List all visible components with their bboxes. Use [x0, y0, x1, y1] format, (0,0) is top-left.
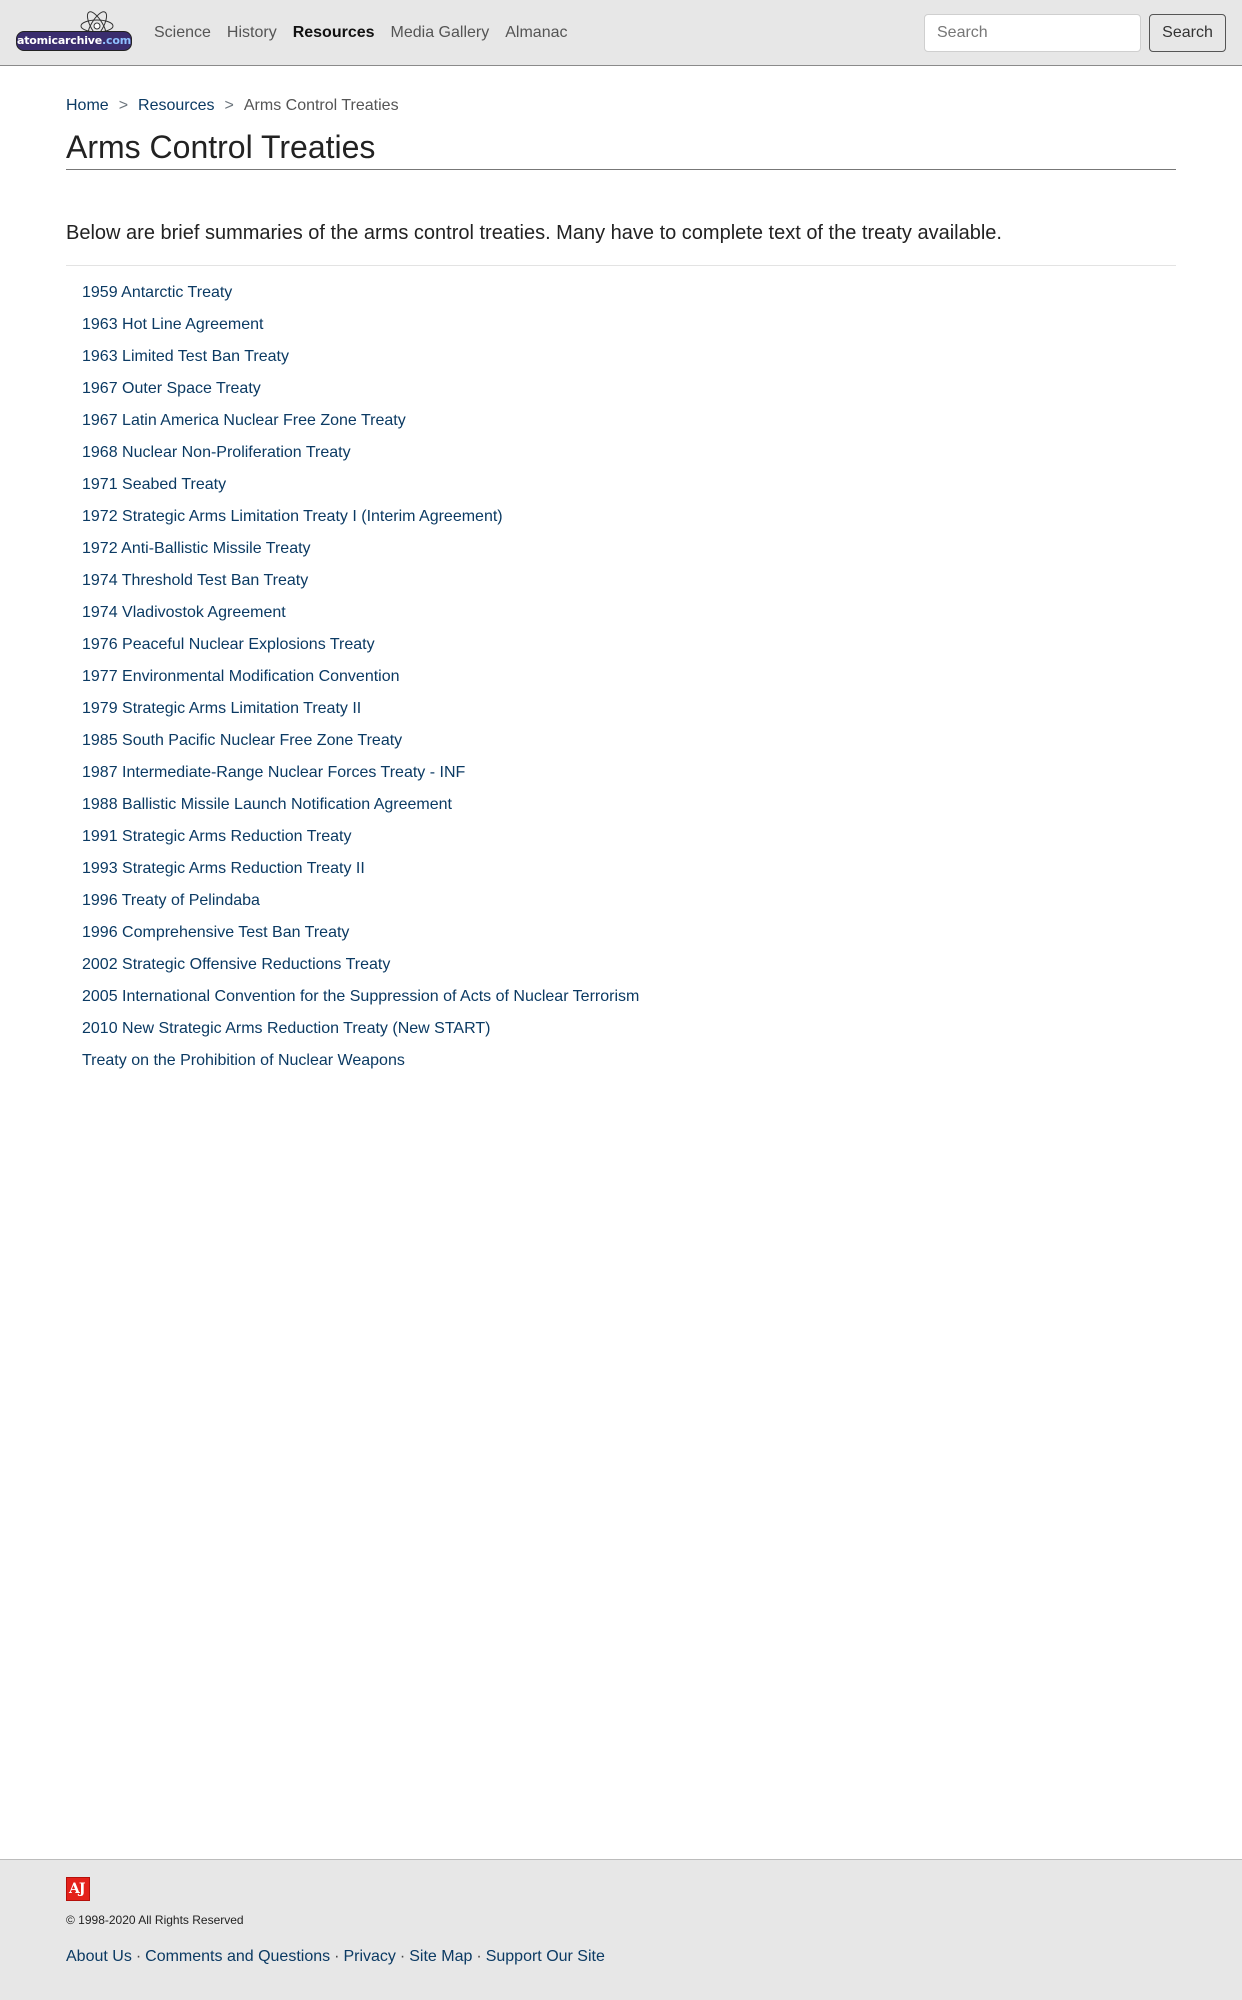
- site-logo[interactable]: [16, 11, 134, 55]
- list-item: [82, 1019, 1176, 1051]
- nav-science[interactable]: Science: [154, 23, 211, 41]
- search-button[interactable]: Search: [1149, 14, 1226, 52]
- footer-links: [66, 1947, 605, 1967]
- brand-name: atomicarchive: [17, 33, 103, 47]
- nav-media-gallery[interactable]: Media Gallery: [390, 23, 490, 41]
- treaty-link[interactable]: 1972 Strategic Arms Limitation Treaty I (Interim Agreement): [82, 508, 503, 525]
- treaty-link[interactable]: 2010 New Strategic Arms Reduction Treaty (New START): [82, 1020, 491, 1037]
- treaty-link[interactable]: 1985 South Pacific Nuclear Free Zone Treaty: [82, 732, 403, 749]
- search-form: [924, 14, 1226, 52]
- divider: [66, 265, 1176, 266]
- list-item: [82, 763, 1176, 795]
- list-item: [82, 475, 1176, 507]
- list-item: [82, 667, 1176, 699]
- treaty-link[interactable]: 1993 Strategic Arms Reduction Treaty II: [82, 860, 365, 877]
- list-item: [82, 379, 1176, 411]
- treaty-link[interactable]: 1959 Antarctic Treaty: [82, 284, 233, 301]
- treaty-link[interactable]: 1967 Latin America Nuclear Free Zone Treaty: [82, 412, 406, 429]
- page-title: Arms Control Treaties: [66, 127, 1176, 170]
- list-item: [82, 795, 1176, 827]
- treaty-link[interactable]: 1972 Anti-Ballistic Missile Treaty: [82, 540, 311, 557]
- treaty-link[interactable]: 1963 Limited Test Ban Treaty: [82, 348, 289, 365]
- list-item: [82, 507, 1176, 539]
- list-item: [82, 891, 1176, 923]
- treaty-link[interactable]: 1996 Comprehensive Test Ban Treaty: [82, 924, 350, 941]
- list-item: [82, 731, 1176, 763]
- list-item: [82, 283, 1176, 315]
- brand-suffix: .com: [102, 33, 131, 47]
- breadcrumb-current: Arms Control Treaties: [243, 97, 399, 114]
- treaty-link[interactable]: 1967 Outer Space Treaty: [82, 380, 261, 397]
- publisher-logo-text: AJ: [69, 1881, 85, 1897]
- treaty-link[interactable]: 2005 International Convention for the Suppression of Acts of Nuclear Terrorism: [82, 988, 640, 1005]
- footer-separator: ·: [334, 1948, 340, 1965]
- list-item: [82, 347, 1176, 379]
- footer-link-comments[interactable]: Comments and Questions: [145, 1948, 331, 1965]
- footer-link-site-map[interactable]: Site Map: [409, 1948, 473, 1965]
- main-content: [66, 66, 1176, 1083]
- treaty-link[interactable]: 1963 Hot Line Agreement: [82, 316, 264, 333]
- treaty-link[interactable]: 1977 Environmental Modification Convention: [82, 668, 400, 685]
- list-item: [82, 571, 1176, 603]
- list-item: [82, 635, 1176, 667]
- list-item: [82, 539, 1176, 571]
- treaty-link[interactable]: 1974 Vladivostok Agreement: [82, 604, 286, 621]
- list-item: [82, 859, 1176, 891]
- treaty-link[interactable]: Treaty on the Prohibition of Nuclear Weapons: [82, 1052, 405, 1069]
- treaty-list: [66, 283, 1176, 1083]
- footer-link-support[interactable]: Support Our Site: [485, 1948, 605, 1965]
- list-item: [82, 699, 1176, 731]
- list-item: [82, 923, 1176, 955]
- main-nav: [154, 23, 583, 43]
- list-item: [82, 315, 1176, 347]
- treaty-link[interactable]: 2002 Strategic Offensive Reductions Treaty: [82, 956, 391, 973]
- treaty-link[interactable]: 1987 Intermediate-Range Nuclear Forces Treaty - INF: [82, 764, 466, 781]
- list-item: [82, 827, 1176, 859]
- top-navbar: [0, 0, 1242, 66]
- breadcrumb-home[interactable]: Home: [66, 97, 109, 114]
- treaty-link[interactable]: 1971 Seabed Treaty: [82, 476, 227, 493]
- brand-wordmark: [16, 31, 132, 51]
- treaty-link[interactable]: 1996 Treaty of Pelindaba: [82, 892, 260, 909]
- intro-text: Below are brief summaries of the arms control treaties. Many have to complete text of the treaty available.: [66, 222, 1002, 244]
- list-item: [82, 955, 1176, 987]
- list-item: [82, 443, 1176, 475]
- footer-separator: ·: [135, 1948, 142, 1965]
- footer-link-about-us[interactable]: About Us: [66, 1948, 132, 1965]
- footer: [0, 1859, 1242, 2000]
- treaty-link[interactable]: 1968 Nuclear Non-Proliferation Treaty: [82, 444, 351, 461]
- nav-resources[interactable]: Resources: [292, 23, 375, 41]
- list-item: [82, 411, 1176, 443]
- breadcrumb-resources[interactable]: Resources: [138, 97, 215, 114]
- footer-separator: ·: [399, 1948, 406, 1965]
- treaty-link[interactable]: 1979 Strategic Arms Limitation Treaty II: [82, 700, 362, 717]
- footer-separator: ·: [476, 1948, 482, 1965]
- footer-content: [66, 1877, 605, 1967]
- list-item: [82, 987, 1176, 1019]
- treaty-link[interactable]: 1991 Strategic Arms Reduction Treaty: [82, 828, 352, 845]
- breadcrumb-separator: >: [224, 97, 234, 114]
- breadcrumb-separator: >: [118, 97, 129, 114]
- treaty-link[interactable]: 1976 Peaceful Nuclear Explosions Treaty: [82, 636, 375, 653]
- treaty-link[interactable]: 1988 Ballistic Missile Launch Notification Agreement: [82, 796, 452, 813]
- treaty-link[interactable]: 1974 Threshold Test Ban Treaty: [82, 572, 309, 589]
- footer-link-privacy[interactable]: Privacy: [343, 1948, 396, 1965]
- list-item: [82, 1051, 1176, 1083]
- search-input[interactable]: [924, 14, 1141, 52]
- list-item: [82, 603, 1176, 635]
- nav-history[interactable]: History: [226, 23, 277, 41]
- publisher-logo[interactable]: [66, 1877, 90, 1901]
- nav-almanac[interactable]: Almanac: [505, 23, 568, 41]
- breadcrumb: [66, 96, 1176, 116]
- copyright-text: © 1998-2020 All Rights Reserved: [66, 1913, 244, 1927]
